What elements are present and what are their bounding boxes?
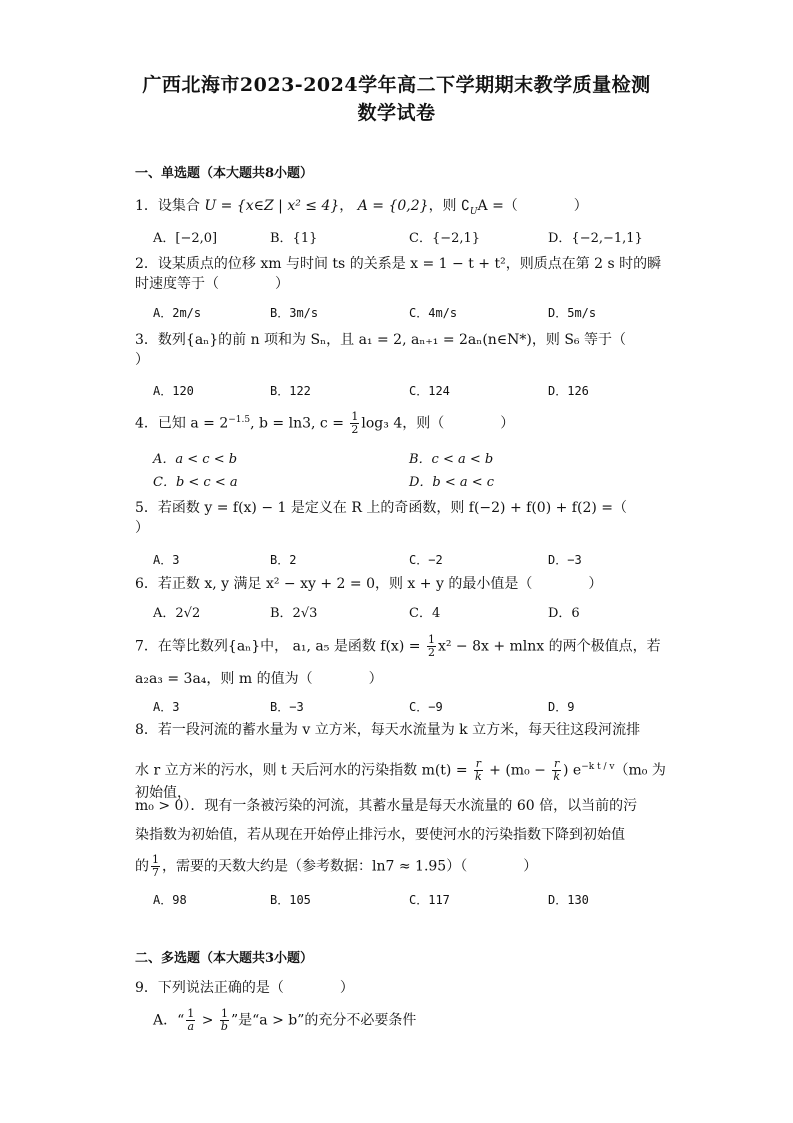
question-2-options [153,304,673,324]
question-8-line1: 8．若一段河流的蓄水量为 v 立方米，每天水流量为 k 立方米，每天往这段河流排 [135,722,641,738]
option-c: C．4 [409,606,441,621]
question-1-num: 1． [135,198,158,214]
option-a: A．a < c < b [153,452,238,467]
question-7-line2: a₂a₃ = 3a₄，则 m 的值为（ ） [135,671,383,687]
question-1-stem-a: 设集合 [157,198,200,214]
question-8-line2-pre: 水 r 立方米的污水，则 t 天后河水的污染指数 m(t) = [135,762,473,779]
question-4 [135,410,675,436]
fraction-numerator: r [475,757,481,771]
option-b: B．3m/s [270,306,319,320]
question-9-option-a [153,1008,693,1033]
fraction-numerator: 1 [187,1007,195,1020]
question-2-line1: 2．设某质点的位移 xm 与时间 ts 的关系是 x = 1 − t + t²，则质点在第 2 s 时的瞬 [135,256,662,272]
option-c: C．{−2,1} [409,231,481,246]
option-b: B．2√3 [270,606,318,621]
option-b: B．{1} [270,231,318,246]
option-b: B．2 [270,553,297,567]
question-9-line1: 9．下列说法正确的是（ ） [135,980,354,996]
option-b: B．−3 [270,700,304,714]
question-8-line2-end: （m₀ 为初始值， [135,762,666,802]
option-a-fraction-1 [186,1008,195,1033]
option-a-pre: A．“ [153,1012,185,1029]
fraction-denominator: 2 [427,646,435,659]
section-heading-multiple-choice: 二、多选题（本大题共3小题） [135,951,314,966]
question-4-options-row1 [153,448,673,468]
option-a: A．2m/s [153,306,202,320]
question-1 [135,196,675,222]
fraction-numerator: r [554,757,560,771]
question-7-options [153,698,673,718]
question-5-line2: ） [135,520,149,536]
question-4-fraction [350,411,359,436]
question-6-options [153,602,673,622]
option-d: D．{−2,−1,1} [548,231,643,246]
option-a: A．[−2,0] [153,231,218,246]
exam-title-line2: 数学试卷 [357,102,436,124]
question-3 [135,330,675,370]
question-1-options [153,227,673,247]
question-1-stem-d: A =（ ） [477,198,588,214]
question-3-line2: ） [135,352,149,368]
question-8-line4: 染指数为初始值，若从现在开始停止排污水，要使河水的污染指数下降到初始值 [135,827,625,843]
question-8-line5-pre: 的 [135,858,149,875]
question-1-sub: U [469,206,478,217]
option-c: C．b < c < a [153,475,238,490]
question-7-post: x² − 8x + mlnx 的两个极值点，若 [437,638,661,655]
question-2 [135,254,675,294]
exam-title-line1: 广西北海市2023-2024学年高二下学期期末教学质量检测 [142,74,651,96]
option-d: D．5m/s [548,306,597,320]
question-8-fraction-rk [474,758,483,783]
question-8-line5-post: ，需要的天数大约是（参考数据：ln7 ≈ 1.95）（ ） [162,858,538,875]
question-8-line2-post: ) e [563,762,582,779]
question-3-options [153,382,673,402]
option-d: D．130 [548,893,589,907]
option-d: D．6 [548,606,580,621]
question-8-options [153,891,673,911]
question-8-line3: m₀ > 0）．现有一条被污染的河流，其蓄水量是每天水流量的 60 倍，以当前的污 [135,798,638,814]
option-c: C．−9 [409,700,443,714]
fraction-numerator: 1 [351,410,359,424]
option-c: C．117 [409,893,450,907]
option-c: C．4m/s [409,306,458,320]
option-b: B．105 [270,893,311,907]
question-6-line1: 6．若正数 x, y 满足 x² − xy + 2 = 0，则 x + y 的最小值是（ ） [135,576,603,592]
question-7 [135,634,675,659]
question-8-fraction-1-7 [151,854,160,879]
question-6 [135,574,675,594]
question-8-fraction-rk-2 [552,758,561,783]
fraction-numerator: 1 [220,1007,228,1020]
question-8-exponent: −k t / v [581,762,615,772]
fraction-denominator: 2 [351,423,359,437]
option-a: A．3 [153,553,180,567]
option-c: C．124 [409,384,450,398]
question-8-line5 [135,854,675,879]
option-a: A．120 [153,384,194,398]
question-4-post: log₃ 4，则（ ） [361,415,515,432]
question-4-mid: , b = ln3, c = [250,415,349,432]
option-a: A．2√2 [153,606,201,621]
question-1-stem-b: ， [339,198,354,214]
question-4-pre: 4．已知 a = 2 [135,415,229,432]
fraction-denominator: b [220,1020,228,1033]
question-4-exponent: −1.5 [228,415,251,425]
option-a-fraction-2 [220,1008,229,1033]
question-8-line2-mid: + (m₀ − [484,762,551,779]
question-5-options [153,551,673,571]
option-d: D．9 [548,700,575,714]
fraction-numerator: 1 [152,853,159,866]
question-1-set-u: U = {x∈Z | x² ≤ 4} [204,198,340,214]
question-7-pre: 7．在等比数列{aₙ}中， a₁, a₅ 是函数 f(x) = [135,638,425,655]
option-b: B．c < a < b [409,452,494,467]
fraction-numerator: 1 [427,633,435,646]
question-7-fraction [427,634,436,659]
fraction-denominator: k [475,770,482,784]
option-a-post: ”是“a > b”的充分不必要条件 [230,1012,417,1029]
fraction-denominator: k [553,770,560,784]
question-5-line1: 5．若函数 y = f(x) − 1 是定义在 R 上的奇函数，则 f(−2) + f(0) + f(2) =（ [135,500,627,516]
question-5 [135,498,675,538]
option-d: D．b < a < c [409,475,495,490]
question-2-line2: 时速度等于（ ） [135,276,289,292]
option-d: D．−3 [548,553,582,567]
option-a: A．3 [153,700,180,714]
question-3-line1: 3．数列{aₙ}的前 n 项和为 Sₙ，且 a₁ = 2, aₙ₊₁ = 2aₙ(n∈N*)，则 S₆ 等于（ [135,332,626,348]
option-d: D．126 [548,384,589,398]
question-1-stem-c: ，则 ∁ [428,198,470,214]
option-c: C．−2 [409,553,443,567]
section-heading-single-choice: 一、单选题（本大题共8小题） [135,166,314,181]
question-4-options-row2 [153,471,673,491]
fraction-denominator: 7 [152,866,159,879]
option-a: A．98 [153,893,187,907]
fraction-denominator: a [187,1020,195,1033]
option-b: B．122 [270,384,311,398]
question-1-set-a: A = {0,2} [357,198,429,214]
option-a-gt: > [197,1012,218,1029]
